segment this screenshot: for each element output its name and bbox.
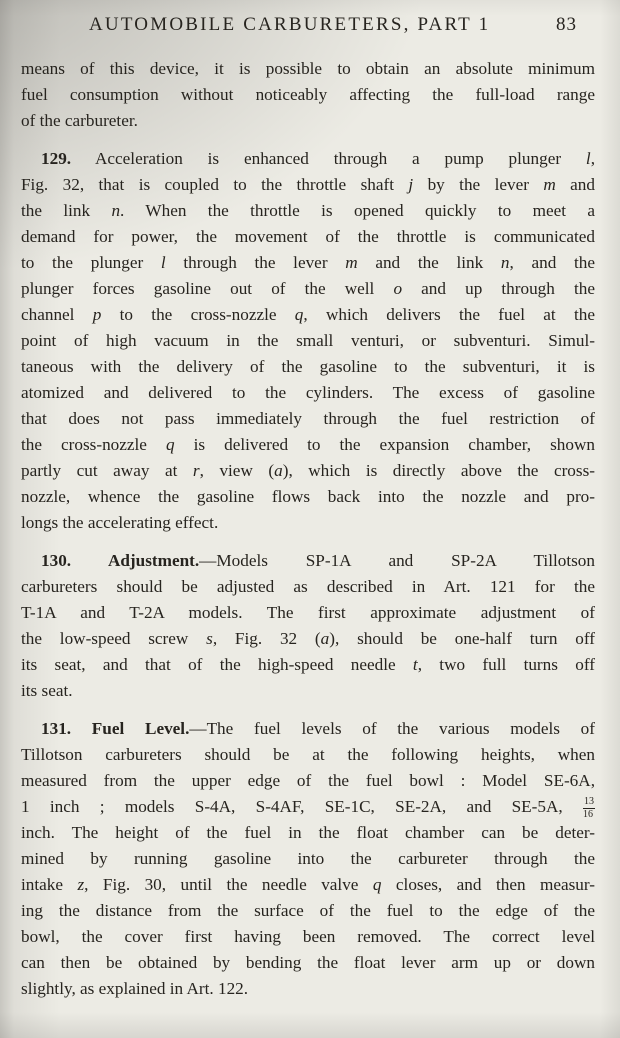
text-line: nozzle, whence the gasoline flows back into the nozzle and pro- <box>21 487 595 506</box>
text-line: T-1A and T-2A models. The first approximate adjustment of <box>21 603 595 622</box>
page-number: 83 <box>556 14 577 35</box>
text-line: bowl, the cover first having been removed. The correct level <box>21 927 595 946</box>
text-line: 131. Fuel Level.—The fuel levels of the various models of <box>41 719 595 738</box>
paragraph <box>21 56 595 134</box>
text-line: that does not pass immediately through the fuel restriction of <box>21 409 595 428</box>
page-header <box>0 14 620 40</box>
text-line: mined by running gasoline into the carbureter through the <box>21 849 595 868</box>
text-line: the low-speed screw s, Fig. 32 (a), should be one-half turn off <box>21 629 595 648</box>
text-line: Fig. 32, that is coupled to the throttle shaft j by the lever m and <box>21 175 595 194</box>
text-line: longs the accelerating effect. <box>21 513 219 532</box>
text-line: 129. Acceleration is enhanced through a pump plunger l, <box>41 149 595 168</box>
text-line: point of high vacuum in the small venturi, or subventuri. Simul- <box>21 331 595 350</box>
text-line: Tillotson carbureters should be at the following heights, when <box>21 745 595 764</box>
text-line: measured from the upper edge of the fuel bowl : Model SE-6A, <box>21 771 595 790</box>
text-line: can then be obtained by bending the float lever arm up or down <box>21 953 595 972</box>
text-line: the link n. When the throttle is opened quickly to meet a <box>21 201 595 220</box>
text-line: means of this device, it is possible to obtain an absolute minimum <box>21 59 595 78</box>
text-line: plunger forces gasoline out of the well o and up through the <box>21 279 595 298</box>
paragraph <box>21 146 595 536</box>
text-line: intake z, Fig. 30, until the needle valve q closes, and then measur- <box>21 875 595 894</box>
text-line: slightly, as explained in Art. 122. <box>21 979 249 998</box>
paragraph <box>21 548 595 704</box>
text-line: its seat. <box>21 681 73 700</box>
text-line: inch. The height of the fuel in the float chamber can be deter- <box>21 823 595 842</box>
text-line: carbureters should be adjusted as described in Art. 121 for the <box>21 577 595 596</box>
text-block <box>21 56 595 1002</box>
running-head-title: AUTOMOBILE CARBURETERS, PART 1 <box>89 14 491 35</box>
text-line: channel p to the cross-nozzle q, which delivers the fuel at the <box>21 305 595 324</box>
text-line: fuel consumption without noticeably affecting the full-load range <box>21 85 595 104</box>
text-line: ing the distance from the surface of the fuel to the edge of the <box>21 901 595 920</box>
text-line: 130. Adjustment.—Models SP-1A and SP-2A Tillotson <box>41 551 595 570</box>
paragraph <box>21 716 595 1002</box>
stacked-fraction: $\frac{13}{16}$ <box>583 796 594 820</box>
text-line: 1 inch ; models S-4A, S-4AF, SE-1C, SE-2A, and SE-5A, $\frac{13}{16}$ <box>21 796 594 820</box>
text-line: to the plunger l through the lever m and the link n, and the <box>21 253 595 272</box>
text-line: taneous with the delivery of the gasoline to the subventuri, it is <box>21 357 595 376</box>
text-line: atomized and delivered to the cylinders. The excess of gasoline <box>21 383 595 402</box>
text-line: of the carbureter. <box>21 111 138 130</box>
text-line: its seat, and that of the high-speed needle t, two full turns off <box>21 655 595 674</box>
text-line: demand for power, the movement of the throttle is communicated <box>21 227 595 246</box>
text-line: partly cut away at r, view (a), which is directly above the cross- <box>21 461 595 480</box>
text-line: the cross-nozzle q is delivered to the expansion chamber, shown <box>21 435 595 454</box>
